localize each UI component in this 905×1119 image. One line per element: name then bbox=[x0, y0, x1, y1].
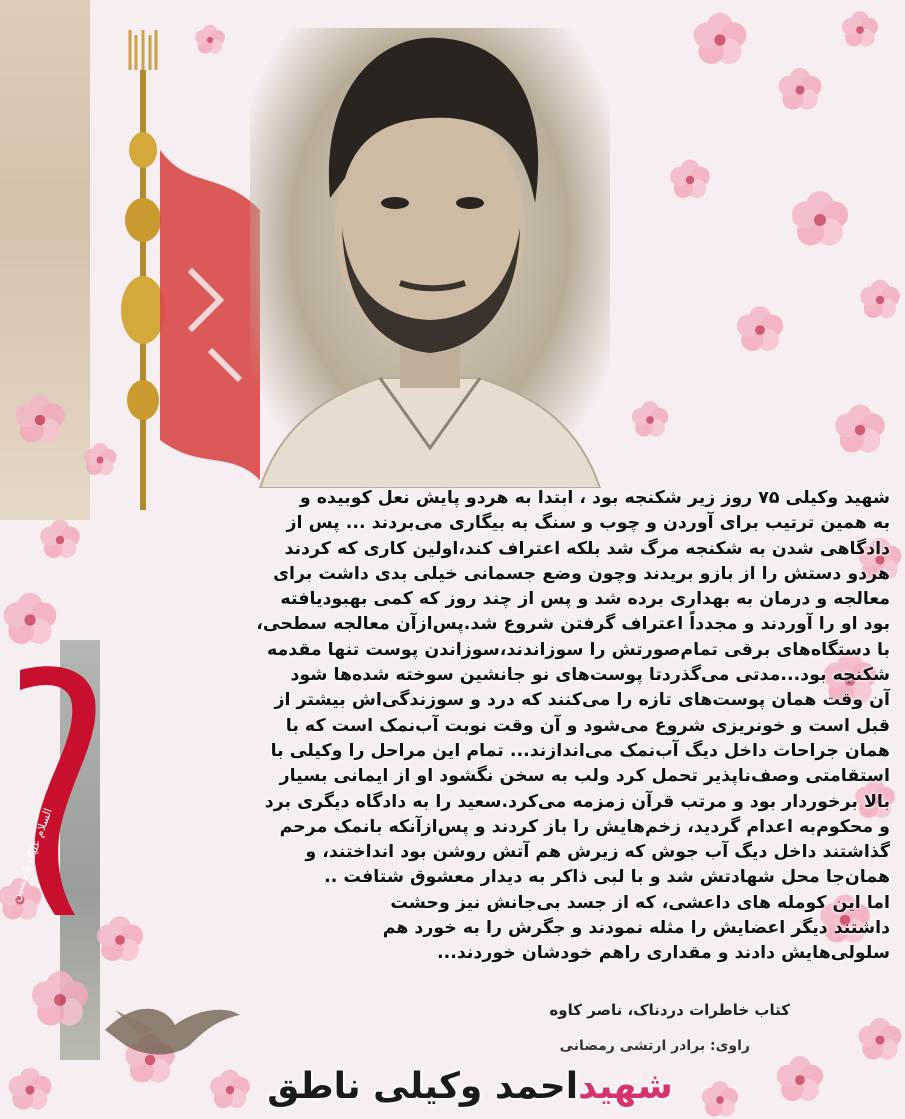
story-line: قبل است و خونریزی شروع می‌شود و آن وقت نوبت آب‌نمک است که با bbox=[285, 715, 890, 736]
title-name: احمد وکیلی ناطق bbox=[267, 1066, 579, 1107]
story-line: گذاشتند داخل دیگ آب جوش که زیرش هم آتش روشن بود انداختند، و bbox=[305, 842, 890, 863]
story-line: داشتند دیگر اعضایش را مثله نمودند و جگرش را به خورد هم bbox=[382, 918, 890, 939]
red-flag-icon bbox=[160, 150, 260, 480]
story-line: بود او را آوردند و مجدداً اعتراف گرفتن شروع شد.پس‌ازآن معالجه سطحی، bbox=[256, 614, 890, 635]
story-line: معالجه و درمان به بهداری برده شد و پس از چند روز که کمی بهبودیافته bbox=[280, 589, 890, 610]
story-line: به همین ترتیب برای آوردن و چوب و سنگ به بیگاری می‌بردند ... پس از bbox=[286, 513, 890, 534]
story-line: شهید وکیلی ۷۵ روز زیر شکنجه بود ، ابتدا به هردو پایش نعل کوبیده و bbox=[299, 488, 890, 508]
story-line: دادگاهی شدن به شکنجه مرگ شد بلکه اعتراف کند،اولین کاری که کردند bbox=[284, 538, 890, 559]
story-line: همان‌جا محل شهادتش شد و با لبی ذاکر به دیدار معشوق شتافت .. bbox=[324, 867, 890, 888]
title-prefix: شهید bbox=[578, 1066, 673, 1107]
martyr-title bbox=[250, 1062, 690, 1112]
story-text bbox=[86, 486, 890, 967]
story-line: اما این کومله های داعشی، که از جسد بی‌جانش نیز وحشت bbox=[390, 892, 890, 913]
ribbon-text: السلام علیک یا حسین bbox=[9, 806, 55, 904]
story-line: هردو دستش را از بازو بریدند وچون وضع جسمانی خیلی بدی داشت برای bbox=[273, 563, 890, 584]
martyr-portrait bbox=[250, 28, 610, 488]
story-line: شکنجه بود...مدتی می‌گذردتا پوست‌های نو جانشین سوخته شده‌ها شود bbox=[290, 665, 890, 686]
story-line: سلولی‌هایش دادند و مقداری راهم خودشان خوردند... bbox=[437, 943, 890, 964]
story-line: همان جراحات داخل دیگ آب‌نمک می‌اندازند... تمام این مراحل را وکیلی با bbox=[270, 740, 890, 761]
story-line: و محکوم‌به اعدام گردید، زخم‌هایش را باز کردند و پس‌ازآنکه بانمک مرحم bbox=[279, 816, 890, 837]
book-source: کتاب خاطرات دردناک، ناصر کاوه bbox=[549, 1001, 790, 1019]
story-line: با دستگاه‌های برقی تمام‌صورتش را سوزاندند،سوزاندن پوست تنها مقدمه bbox=[266, 639, 890, 660]
story-line: آن وقت همان پوست‌های تازه را می‌کنند که درد و سوزندگی‌اش بیشتر از bbox=[274, 690, 890, 711]
dove-icon bbox=[95, 990, 245, 1070]
narrator-line: راوی: برادر ارتشی رمضانی bbox=[559, 1038, 750, 1054]
story-line: استقامتی وصف‌ناپذیر تحمل کرد ولب به سخن نگشود او از ایمانی بسیار bbox=[279, 766, 890, 787]
story-line: بالا برخوردار بود و مرتب قرآن زمزمه می‌کرد.سعید را به دادگاه دیگری برد bbox=[264, 791, 890, 812]
